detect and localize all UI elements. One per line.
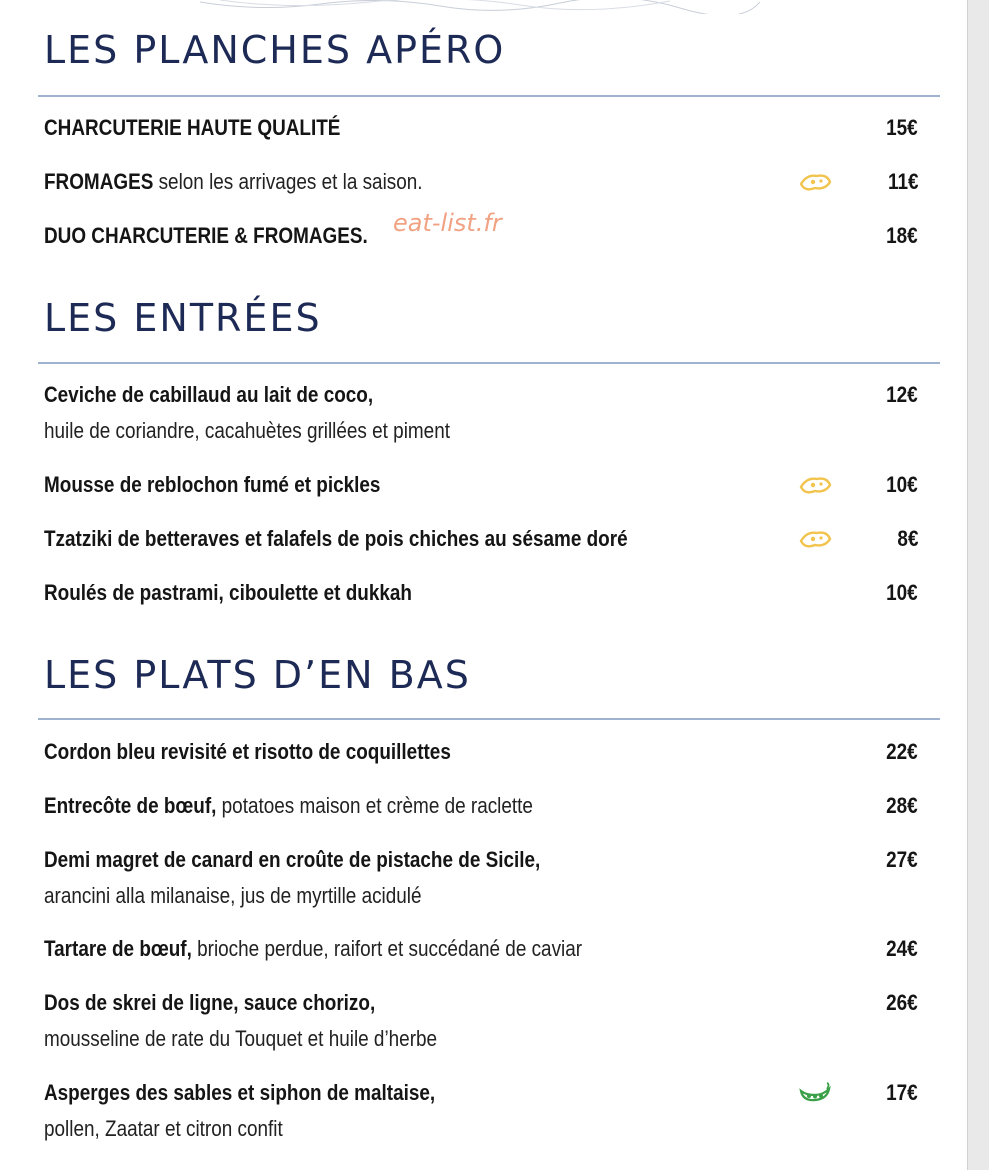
peapod-icon: [797, 1081, 833, 1105]
item-name: Mousse de reblochon fumé et pickles: [44, 472, 381, 497]
item-description: pollen, Zaatar et citron confit: [44, 1116, 283, 1141]
cheese-icon: [797, 170, 833, 194]
menu-item-asperges: [44, 1075, 924, 1147]
menu-item-cordon-bleu: [44, 734, 924, 770]
menu-item-mousse-reblochon: [44, 467, 924, 503]
menu-item-entrecote: [44, 788, 924, 824]
item-name: CHARCUTERIE HAUTE QUALITÉ: [44, 115, 341, 140]
item-price: 18€: [886, 223, 918, 248]
watermark: eat-list.fr: [393, 209, 502, 237]
item-description: mousseline de rate du Touquet et huile d’herbe: [44, 1026, 438, 1051]
item-price: 15€: [886, 115, 918, 140]
item-name: Entrecôte de bœuf, potatoes maison et crème de raclette: [44, 793, 533, 818]
item-name: Demi magret de canard en croûte de pistache de Sicile,: [44, 847, 541, 872]
menu-item-charcuterie: [44, 110, 924, 146]
item-description: huile de coriandre, cacahuètes grillées et piment: [44, 418, 450, 443]
section-title-plats: LES PLATS D’EN BAS: [44, 653, 471, 697]
item-price: 26€: [886, 990, 918, 1015]
menu-item-tartare: [44, 931, 924, 967]
item-price: 12€: [886, 382, 918, 407]
section-divider: [38, 95, 940, 97]
item-description: arancini alla milanaise, jus de myrtille acidulé: [44, 883, 422, 908]
menu-item-tzatziki: [44, 521, 924, 557]
item-name: DUO CHARCUTERIE & FROMAGES.: [44, 223, 368, 248]
item-name: Cordon bleu revisité et risotto de coquillettes: [44, 739, 451, 764]
menu-item-ceviche: [44, 377, 924, 449]
item-name: Tartare de bœuf, brioche perdue, raifort et succédané de caviar: [44, 936, 583, 961]
section-divider: [38, 362, 940, 364]
item-price: 8€: [896, 526, 918, 551]
item-name: Tzatziki de betteraves et falafels de pois chiches au sésame doré: [44, 526, 628, 551]
item-price: 22€: [886, 739, 918, 764]
menu-item-magret: [44, 842, 924, 914]
item-name: Ceviche de cabillaud au lait de coco,: [44, 382, 374, 407]
menu-item-roules-pastrami: [44, 575, 924, 611]
item-price: 24€: [886, 936, 918, 961]
cheese-icon: [797, 473, 833, 497]
item-price: 17€: [886, 1080, 918, 1105]
menu-item-fromages: [44, 164, 924, 200]
section-title-planches: LES PLANCHES APÉRO: [44, 28, 506, 72]
item-price: 10€: [886, 472, 918, 497]
item-price: 11€: [887, 169, 918, 194]
cheese-icon: [797, 527, 833, 551]
item-name: FROMAGES selon les arrivages et la saison.: [44, 169, 423, 194]
item-price: 28€: [886, 793, 918, 818]
item-name: Roulés de pastrami, ciboulette et dukkah: [44, 580, 412, 605]
scrollbar-track[interactable]: [967, 0, 989, 1170]
section-title-entrees: LES ENTRÉES: [44, 296, 322, 340]
item-name: Dos de skrei de ligne, sauce chorizo,: [44, 990, 376, 1015]
section-divider: [38, 718, 940, 720]
header-sketch-decoration: [200, 0, 760, 14]
item-price: 27€: [886, 847, 918, 872]
item-name: Asperges des sables et siphon de maltaise,: [44, 1080, 436, 1105]
menu-item-skrei: [44, 985, 924, 1057]
item-price: 10€: [886, 580, 918, 605]
